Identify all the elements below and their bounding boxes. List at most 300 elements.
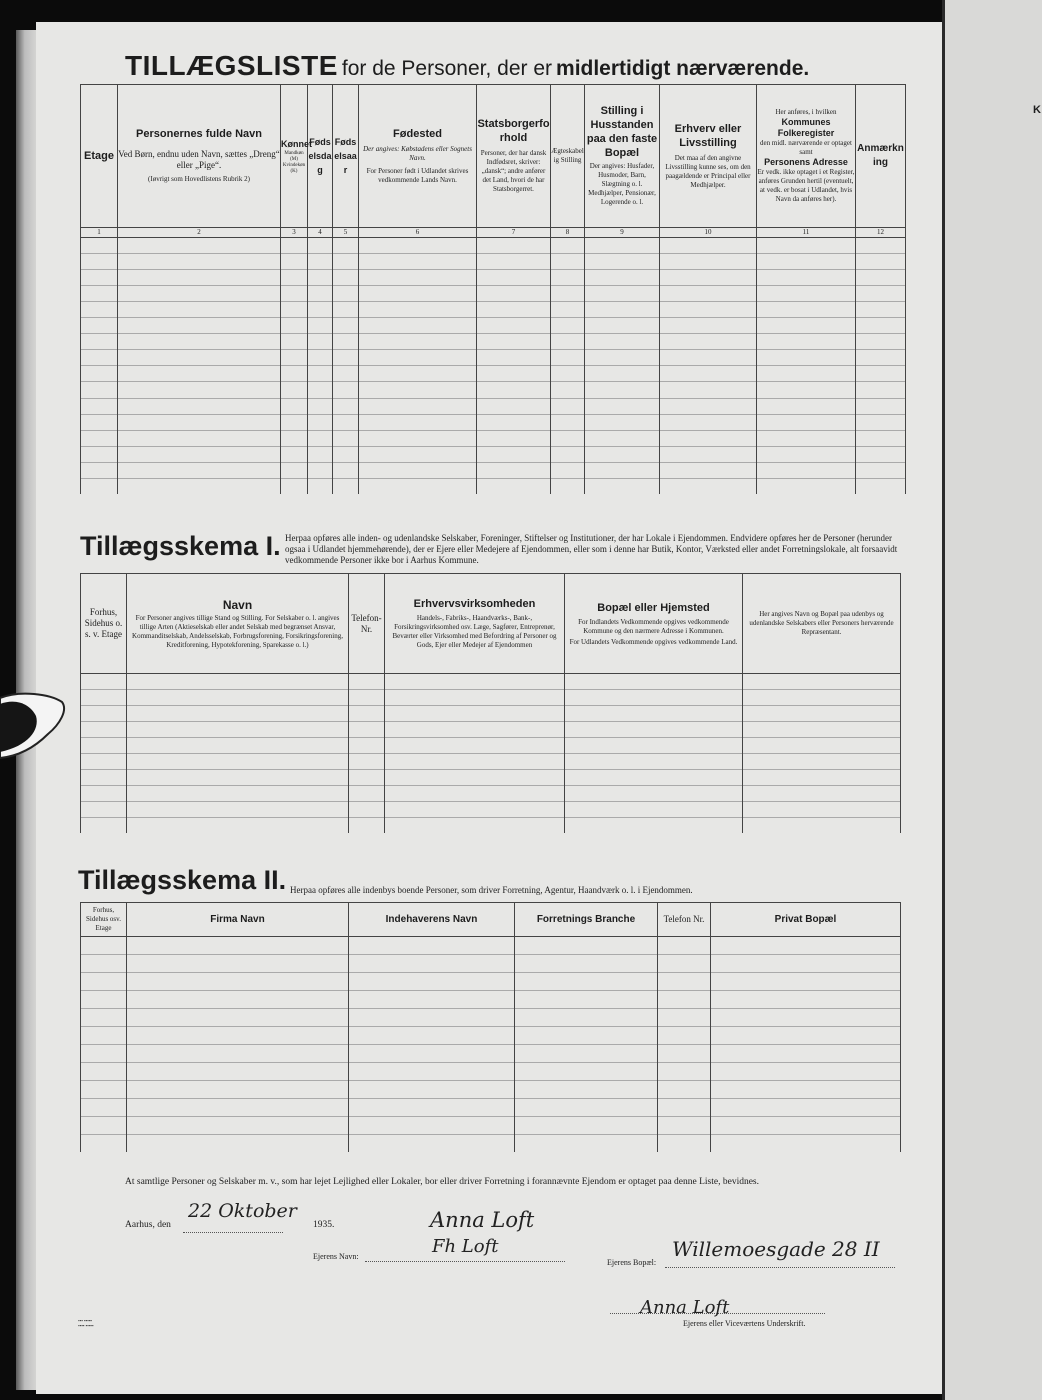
table-cell[interactable] [551, 382, 585, 398]
table-cell[interactable] [585, 414, 660, 430]
table-cell[interactable] [127, 818, 349, 834]
table-cell[interactable] [660, 382, 757, 398]
table-cell[interactable] [333, 478, 359, 494]
table-cell[interactable] [757, 253, 856, 269]
table-cell[interactable] [658, 1009, 711, 1027]
table-cell[interactable] [81, 786, 127, 802]
table-cell[interactable] [565, 802, 743, 818]
table-cell[interactable] [81, 334, 118, 350]
table-cell[interactable] [660, 253, 757, 269]
table-cell[interactable] [281, 285, 308, 301]
table-cell[interactable] [281, 237, 308, 253]
table-cell[interactable] [856, 366, 906, 382]
table-cell[interactable] [551, 285, 585, 301]
table-cell[interactable] [349, 738, 385, 754]
table-cell[interactable] [359, 414, 477, 430]
table-cell[interactable] [515, 1081, 658, 1099]
table-cell[interactable] [349, 674, 385, 690]
table-cell[interactable] [281, 253, 308, 269]
table-cell[interactable] [757, 269, 856, 285]
table-cell[interactable] [515, 973, 658, 991]
table-cell[interactable] [515, 1045, 658, 1063]
table-cell[interactable] [127, 1081, 349, 1099]
table-cell[interactable] [385, 722, 565, 738]
table-cell[interactable] [127, 722, 349, 738]
table-cell[interactable] [308, 269, 333, 285]
table-cell[interactable] [757, 350, 856, 366]
table-cell[interactable] [349, 937, 515, 955]
table-cell[interactable] [743, 770, 901, 786]
table-cell[interactable] [81, 754, 127, 770]
table-cell[interactable] [711, 1027, 901, 1045]
table-cell[interactable] [477, 237, 551, 253]
table-cell[interactable] [660, 446, 757, 462]
table-cell[interactable] [81, 1081, 127, 1099]
table-cell[interactable] [385, 786, 565, 802]
table-cell[interactable] [477, 285, 551, 301]
table-cell[interactable] [477, 478, 551, 494]
table-cell[interactable] [308, 237, 333, 253]
table-cell[interactable] [385, 690, 565, 706]
table-cell[interactable] [127, 674, 349, 690]
table-cell[interactable] [127, 1027, 349, 1045]
table-cell[interactable] [359, 237, 477, 253]
table-cell[interactable] [81, 318, 118, 334]
table-cell[interactable] [856, 382, 906, 398]
table-cell[interactable] [856, 462, 906, 478]
table-cell[interactable] [127, 973, 349, 991]
table-cell[interactable] [333, 302, 359, 318]
table-cell[interactable] [359, 318, 477, 334]
table-cell[interactable] [359, 285, 477, 301]
table-cell[interactable] [585, 478, 660, 494]
table-cell[interactable] [515, 1027, 658, 1045]
table-cell[interactable] [660, 462, 757, 478]
table-cell[interactable] [349, 786, 385, 802]
table-cell[interactable] [308, 366, 333, 382]
table-cell[interactable] [585, 366, 660, 382]
table-cell[interactable] [477, 414, 551, 430]
table-cell[interactable] [359, 334, 477, 350]
table-cell[interactable] [81, 366, 118, 382]
table-cell[interactable] [856, 253, 906, 269]
table-cell[interactable] [585, 462, 660, 478]
table-cell[interactable] [743, 754, 901, 770]
table-cell[interactable] [118, 446, 281, 462]
table-cell[interactable] [81, 1045, 127, 1063]
table-cell[interactable] [551, 446, 585, 462]
table-cell[interactable] [515, 991, 658, 1009]
table-cell[interactable] [585, 350, 660, 366]
table-cell[interactable] [308, 318, 333, 334]
table-cell[interactable] [660, 285, 757, 301]
table-cell[interactable] [333, 382, 359, 398]
table-cell[interactable] [81, 818, 127, 834]
table-cell[interactable] [118, 350, 281, 366]
table-cell[interactable] [308, 285, 333, 301]
table-cell[interactable] [658, 1063, 711, 1081]
table-cell[interactable] [856, 269, 906, 285]
table-cell[interactable] [743, 706, 901, 722]
table-cell[interactable] [308, 398, 333, 414]
table-cell[interactable] [757, 366, 856, 382]
table-cell[interactable] [743, 722, 901, 738]
table-cell[interactable] [281, 269, 308, 285]
table-cell[interactable] [757, 478, 856, 494]
table-cell[interactable] [333, 350, 359, 366]
table-cell[interactable] [127, 1135, 349, 1153]
table-cell[interactable] [585, 285, 660, 301]
table-cell[interactable] [281, 462, 308, 478]
table-cell[interactable] [81, 302, 118, 318]
table-cell[interactable] [308, 414, 333, 430]
table-cell[interactable] [551, 366, 585, 382]
table-cell[interactable] [281, 366, 308, 382]
table-cell[interactable] [515, 1117, 658, 1135]
table-cell[interactable] [359, 430, 477, 446]
table-cell[interactable] [81, 269, 118, 285]
table-cell[interactable] [281, 302, 308, 318]
table-cell[interactable] [551, 414, 585, 430]
table-cell[interactable] [118, 366, 281, 382]
table-cell[interactable] [333, 398, 359, 414]
table-cell[interactable] [551, 478, 585, 494]
table-cell[interactable] [585, 430, 660, 446]
table-cell[interactable] [333, 366, 359, 382]
table-cell[interactable] [81, 722, 127, 738]
table-cell[interactable] [856, 414, 906, 430]
table-cell[interactable] [711, 1135, 901, 1153]
table-cell[interactable] [359, 382, 477, 398]
table-cell[interactable] [551, 350, 585, 366]
table-cell[interactable] [308, 302, 333, 318]
table-cell[interactable] [308, 350, 333, 366]
table-cell[interactable] [585, 382, 660, 398]
table-cell[interactable] [743, 802, 901, 818]
table-cell[interactable] [477, 430, 551, 446]
table-cell[interactable] [743, 786, 901, 802]
table-cell[interactable] [477, 269, 551, 285]
table-cell[interactable] [81, 350, 118, 366]
table-cell[interactable] [308, 334, 333, 350]
table-cell[interactable] [118, 237, 281, 253]
table-cell[interactable] [757, 446, 856, 462]
table-cell[interactable] [81, 285, 118, 301]
table-cell[interactable] [81, 1099, 127, 1117]
table-cell[interactable] [743, 690, 901, 706]
table-cell[interactable] [515, 955, 658, 973]
table-cell[interactable] [81, 955, 127, 973]
table-cell[interactable] [349, 1117, 515, 1135]
table-cell[interactable] [856, 430, 906, 446]
table-cell[interactable] [333, 430, 359, 446]
table-cell[interactable] [660, 478, 757, 494]
table-cell[interactable] [385, 770, 565, 786]
table-cell[interactable] [81, 1117, 127, 1135]
table-cell[interactable] [743, 818, 901, 834]
table-cell[interactable] [658, 973, 711, 991]
table-cell[interactable] [81, 1027, 127, 1045]
table-cell[interactable] [81, 973, 127, 991]
table-cell[interactable] [281, 318, 308, 334]
table-cell[interactable] [660, 366, 757, 382]
table-cell[interactable] [127, 1117, 349, 1135]
table-cell[interactable] [349, 1027, 515, 1045]
table-cell[interactable] [757, 318, 856, 334]
table-cell[interactable] [711, 937, 901, 955]
table-cell[interactable] [585, 253, 660, 269]
table-cell[interactable] [359, 350, 477, 366]
table-cell[interactable] [281, 350, 308, 366]
table-cell[interactable] [308, 253, 333, 269]
table-cell[interactable] [127, 738, 349, 754]
table-cell[interactable] [565, 706, 743, 722]
table-cell[interactable] [349, 1135, 515, 1153]
table-cell[interactable] [757, 414, 856, 430]
table-cell[interactable] [349, 1063, 515, 1081]
table-cell[interactable] [585, 318, 660, 334]
table-cell[interactable] [658, 1099, 711, 1117]
table-cell[interactable] [118, 414, 281, 430]
table-cell[interactable] [81, 462, 118, 478]
table-cell[interactable] [551, 302, 585, 318]
table-cell[interactable] [711, 1009, 901, 1027]
table-cell[interactable] [515, 937, 658, 955]
table-cell[interactable] [118, 430, 281, 446]
table-cell[interactable] [127, 786, 349, 802]
table-cell[interactable] [118, 253, 281, 269]
table-cell[interactable] [477, 398, 551, 414]
table-cell[interactable] [515, 1009, 658, 1027]
table-cell[interactable] [660, 430, 757, 446]
table-cell[interactable] [81, 253, 118, 269]
table-cell[interactable] [585, 269, 660, 285]
table-cell[interactable] [359, 462, 477, 478]
table-cell[interactable] [757, 398, 856, 414]
table-cell[interactable] [333, 414, 359, 430]
table-cell[interactable] [349, 754, 385, 770]
table-cell[interactable] [281, 430, 308, 446]
table-cell[interactable] [711, 991, 901, 1009]
table-cell[interactable] [333, 318, 359, 334]
table-cell[interactable] [118, 285, 281, 301]
table-cell[interactable] [349, 991, 515, 1009]
table-cell[interactable] [81, 478, 118, 494]
table-cell[interactable] [359, 269, 477, 285]
table-cell[interactable] [385, 674, 565, 690]
table-cell[interactable] [757, 462, 856, 478]
table-cell[interactable] [515, 1135, 658, 1153]
table-cell[interactable] [359, 478, 477, 494]
table-cell[interactable] [359, 253, 477, 269]
table-cell[interactable] [565, 722, 743, 738]
table-cell[interactable] [127, 955, 349, 973]
table-cell[interactable] [81, 738, 127, 754]
table-cell[interactable] [118, 269, 281, 285]
table-cell[interactable] [81, 991, 127, 1009]
table-cell[interactable] [551, 237, 585, 253]
table-cell[interactable] [477, 382, 551, 398]
table-cell[interactable] [349, 802, 385, 818]
table-cell[interactable] [585, 446, 660, 462]
table-cell[interactable] [585, 334, 660, 350]
table-cell[interactable] [477, 334, 551, 350]
table-cell[interactable] [308, 446, 333, 462]
table-cell[interactable] [711, 1099, 901, 1117]
table-cell[interactable] [757, 237, 856, 253]
table-cell[interactable] [477, 318, 551, 334]
table-cell[interactable] [385, 738, 565, 754]
table-cell[interactable] [385, 706, 565, 722]
table-cell[interactable] [385, 754, 565, 770]
table-cell[interactable] [81, 937, 127, 955]
table-cell[interactable] [118, 478, 281, 494]
table-cell[interactable] [349, 722, 385, 738]
table-cell[interactable] [757, 430, 856, 446]
table-cell[interactable] [585, 398, 660, 414]
table-cell[interactable] [856, 302, 906, 318]
table-cell[interactable] [359, 398, 477, 414]
table-cell[interactable] [711, 955, 901, 973]
table-cell[interactable] [118, 302, 281, 318]
table-cell[interactable] [127, 754, 349, 770]
table-cell[interactable] [349, 955, 515, 973]
table-cell[interactable] [551, 318, 585, 334]
table-cell[interactable] [551, 269, 585, 285]
table-cell[interactable] [660, 318, 757, 334]
table-cell[interactable] [349, 1009, 515, 1027]
table-cell[interactable] [565, 770, 743, 786]
table-cell[interactable] [349, 770, 385, 786]
table-cell[interactable] [477, 302, 551, 318]
table-cell[interactable] [757, 302, 856, 318]
table-cell[interactable] [81, 382, 118, 398]
table-cell[interactable] [81, 398, 118, 414]
table-cell[interactable] [565, 786, 743, 802]
table-cell[interactable] [118, 462, 281, 478]
table-cell[interactable] [711, 1117, 901, 1135]
table-cell[interactable] [308, 382, 333, 398]
table-cell[interactable] [757, 382, 856, 398]
table-cell[interactable] [281, 446, 308, 462]
table-cell[interactable] [856, 237, 906, 253]
table-cell[interactable] [856, 398, 906, 414]
table-cell[interactable] [565, 674, 743, 690]
table-cell[interactable] [856, 285, 906, 301]
table-cell[interactable] [127, 1009, 349, 1027]
table-cell[interactable] [658, 1117, 711, 1135]
table-cell[interactable] [565, 754, 743, 770]
table-cell[interactable] [711, 1081, 901, 1099]
table-cell[interactable] [565, 818, 743, 834]
table-cell[interactable] [81, 690, 127, 706]
table-cell[interactable] [658, 991, 711, 1009]
table-cell[interactable] [711, 1045, 901, 1063]
table-cell[interactable] [757, 334, 856, 350]
table-cell[interactable] [658, 1081, 711, 1099]
table-cell[interactable] [308, 462, 333, 478]
table-cell[interactable] [585, 237, 660, 253]
table-cell[interactable] [127, 991, 349, 1009]
table-cell[interactable] [81, 1063, 127, 1081]
table-cell[interactable] [565, 690, 743, 706]
table-cell[interactable] [660, 398, 757, 414]
table-cell[interactable] [551, 334, 585, 350]
table-cell[interactable] [856, 446, 906, 462]
table-cell[interactable] [333, 237, 359, 253]
table-cell[interactable] [515, 1063, 658, 1081]
table-cell[interactable] [660, 237, 757, 253]
table-cell[interactable] [565, 738, 743, 754]
table-cell[interactable] [349, 1045, 515, 1063]
table-cell[interactable] [333, 334, 359, 350]
table-cell[interactable] [333, 253, 359, 269]
table-cell[interactable] [81, 414, 118, 430]
table-cell[interactable] [81, 1135, 127, 1153]
table-cell[interactable] [359, 366, 477, 382]
table-cell[interactable] [349, 973, 515, 991]
table-cell[interactable] [81, 802, 127, 818]
table-cell[interactable] [127, 1045, 349, 1063]
table-cell[interactable] [349, 706, 385, 722]
table-cell[interactable] [349, 818, 385, 834]
table-cell[interactable] [81, 237, 118, 253]
table-cell[interactable] [856, 478, 906, 494]
table-cell[interactable] [658, 1045, 711, 1063]
table-cell[interactable] [349, 690, 385, 706]
table-cell[interactable] [118, 382, 281, 398]
table-cell[interactable] [281, 478, 308, 494]
table-cell[interactable] [477, 446, 551, 462]
table-cell[interactable] [281, 398, 308, 414]
table-cell[interactable] [551, 430, 585, 446]
table-cell[interactable] [81, 1009, 127, 1027]
table-cell[interactable] [660, 350, 757, 366]
table-cell[interactable] [118, 318, 281, 334]
table-cell[interactable] [515, 1099, 658, 1117]
table-cell[interactable] [127, 770, 349, 786]
table-cell[interactable] [349, 1081, 515, 1099]
table-cell[interactable] [660, 414, 757, 430]
table-cell[interactable] [281, 382, 308, 398]
table-cell[interactable] [660, 302, 757, 318]
table-cell[interactable] [658, 955, 711, 973]
table-cell[interactable] [658, 1027, 711, 1045]
table-cell[interactable] [385, 818, 565, 834]
table-cell[interactable] [743, 674, 901, 690]
table-cell[interactable] [349, 1099, 515, 1117]
table-cell[interactable] [81, 674, 127, 690]
table-cell[interactable] [477, 366, 551, 382]
table-cell[interactable] [660, 269, 757, 285]
table-cell[interactable] [585, 302, 660, 318]
table-cell[interactable] [127, 937, 349, 955]
table-cell[interactable] [281, 414, 308, 430]
table-cell[interactable] [127, 690, 349, 706]
table-cell[interactable] [711, 973, 901, 991]
table-cell[interactable] [856, 350, 906, 366]
table-cell[interactable] [333, 269, 359, 285]
table-cell[interactable] [333, 446, 359, 462]
table-cell[interactable] [81, 446, 118, 462]
table-cell[interactable] [127, 706, 349, 722]
table-cell[interactable] [281, 334, 308, 350]
table-cell[interactable] [757, 285, 856, 301]
table-cell[interactable] [658, 1135, 711, 1153]
table-cell[interactable] [856, 334, 906, 350]
table-cell[interactable] [385, 802, 565, 818]
table-cell[interactable] [81, 430, 118, 446]
